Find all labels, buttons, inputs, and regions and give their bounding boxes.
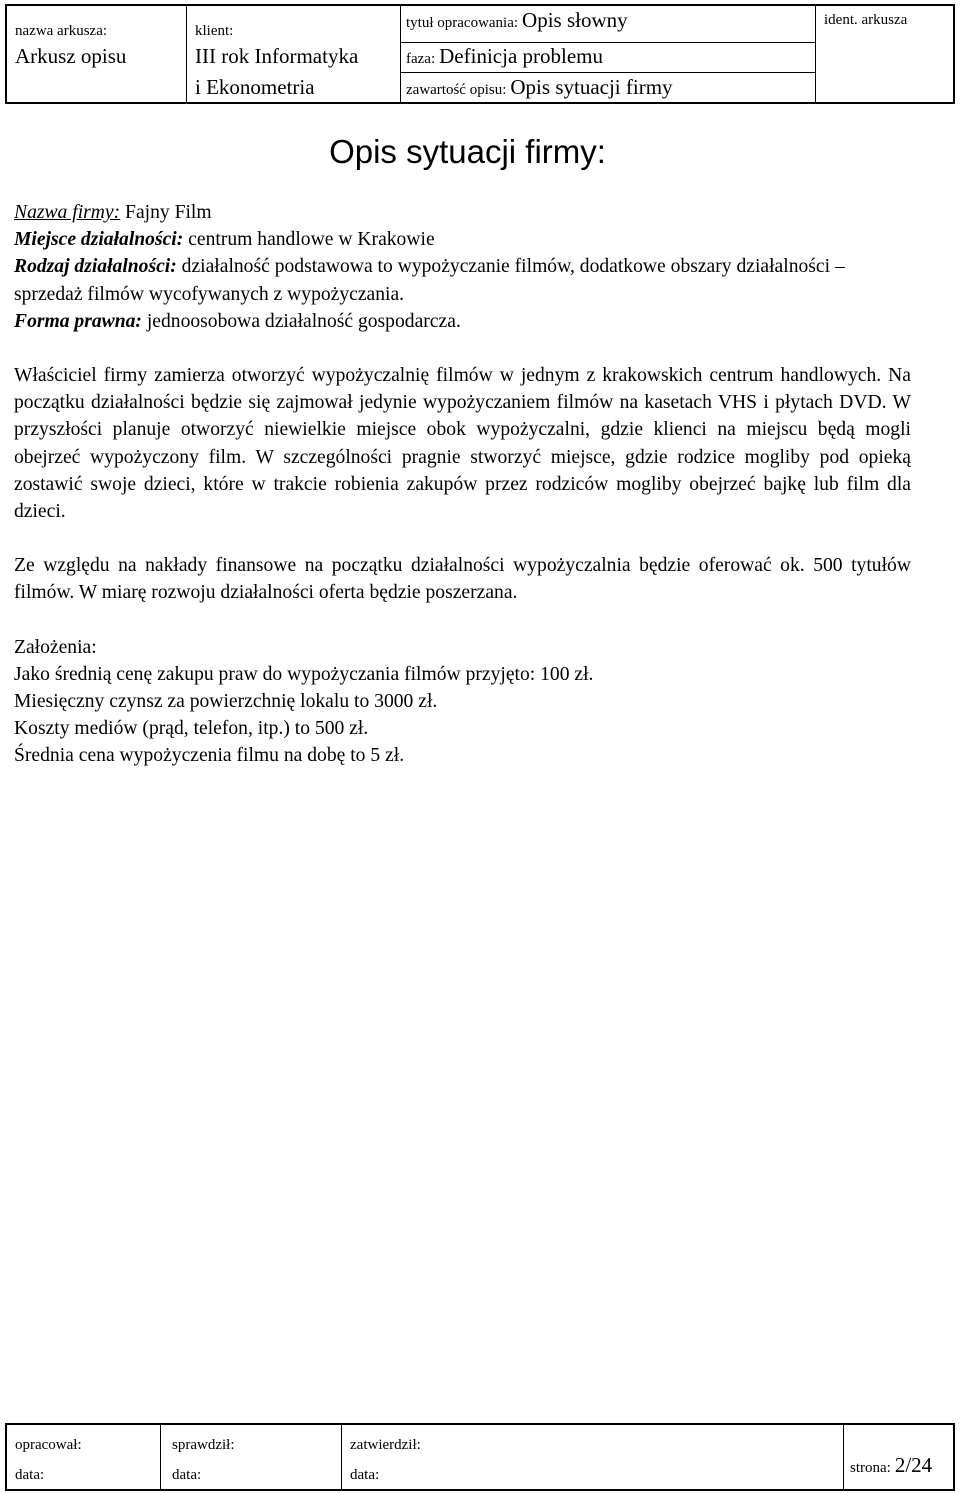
footer-table [5, 1423, 955, 1491]
page-title: Opis sytuacji firmy: [329, 133, 606, 170]
doc-title-cell [406, 8, 628, 33]
company-form-value: jednoosobowa działalność gospodarcza. [146, 310, 461, 332]
assumption-item: Miesięczny czynsz za powierzchnię lokalu to 3000 zł. [14, 691, 438, 713]
sheet-name-label: nazwa arkusza: [15, 23, 108, 39]
prepared-date-label: data: [15, 1467, 45, 1483]
client-label: klient: [195, 23, 234, 39]
company-name-label: Nazwa firmy: [14, 202, 121, 223]
client-value-line1: III rok Informatyka [195, 44, 359, 68]
content-value: Opis sytuacji firmy [510, 75, 673, 99]
company-type-value: działalność podstawowa to wypożyczanie filmów, dodatkowe obszary działalności – sprzedaż filmów wycofywanych z wypożyczania. [14, 256, 845, 305]
company-name-line [14, 199, 911, 226]
phase-label: faza: [406, 51, 436, 67]
header-table [5, 4, 955, 104]
ident-label: ident. arkusza [824, 12, 908, 28]
investment-paragraph: Ze względu na nakłady finansowe na początku działalności wypożyczalnia będzie oferować ok. 500 tytułów filmów. W miarę rozwoju działalności oferta będzie poszerzana. [14, 555, 911, 604]
checked-date-label: data: [172, 1467, 202, 1483]
assumption-item: Średnia cena wypożyczenia filmu na dobę to 5 zł. [14, 745, 405, 767]
page-value: 2/24 [894, 1453, 933, 1477]
company-form-label: Forma prawna: [14, 310, 142, 332]
company-type-label: Rodzaj działalności: [14, 256, 177, 278]
company-form-line [14, 308, 911, 335]
company-place-value: centrum handlowe w Krakowie [188, 229, 435, 251]
content-label: zawartość opisu: [406, 82, 507, 98]
phase-cell [406, 44, 603, 69]
checked-by-label: sprawdził: [172, 1437, 235, 1453]
page-label: strona: [850, 1460, 891, 1476]
page-number [850, 1453, 932, 1478]
assumptions-heading: Założenia: [14, 636, 97, 658]
company-name-value: Fajny Film [125, 202, 212, 223]
doc-title-value: Opis słowny [522, 8, 628, 32]
document-body [14, 199, 911, 770]
company-place-label: Miejsce działalności: [14, 229, 184, 251]
phase-value: Definicja problemu [439, 44, 603, 68]
client-value-line2: i Ekonometria [195, 75, 315, 99]
company-place-line [14, 226, 911, 253]
description-paragraph: Właściciel firmy zamierza otworzyć wypożyczalnię filmów w jednym z krakowskich centrum handlowych. Na początku działalności będzie się zajmował jedynie wypożyczaniem filmów na kasetach VHS i płytach DVD. W przyszłości planuje otworzyć niewielkie miejsce obok wypożyczalni, gdzie klienci na miejscu będą mogli obejrzeć wypożyczony film. W szczególności pragnie stworzyć miejsce, gdzie rodzice mogliby pod opieką zostawić swoje dzieci, które w trakcie robienia zakupów przez rodziców mogliby obejrzeć bajkę lub film dla dzieci. [14, 365, 911, 523]
approved-date-label: data: [350, 1467, 380, 1483]
company-type-line [14, 253, 911, 307]
sheet-name-value: Arkusz opisu [15, 44, 127, 68]
assumption-item: Koszty mediów (prąd, telefon, itp.) to 500 zł. [14, 718, 369, 740]
content-cell [406, 75, 673, 100]
prepared-by-label: opracował: [15, 1437, 82, 1453]
approved-by-label: zatwierdził: [350, 1437, 421, 1453]
assumption-item: Jako średnią cenę zakupu praw do wypożyczania filmów przyjęto: 100 zł. [14, 663, 594, 685]
doc-title-label: tytuł opracowania: [406, 15, 519, 31]
